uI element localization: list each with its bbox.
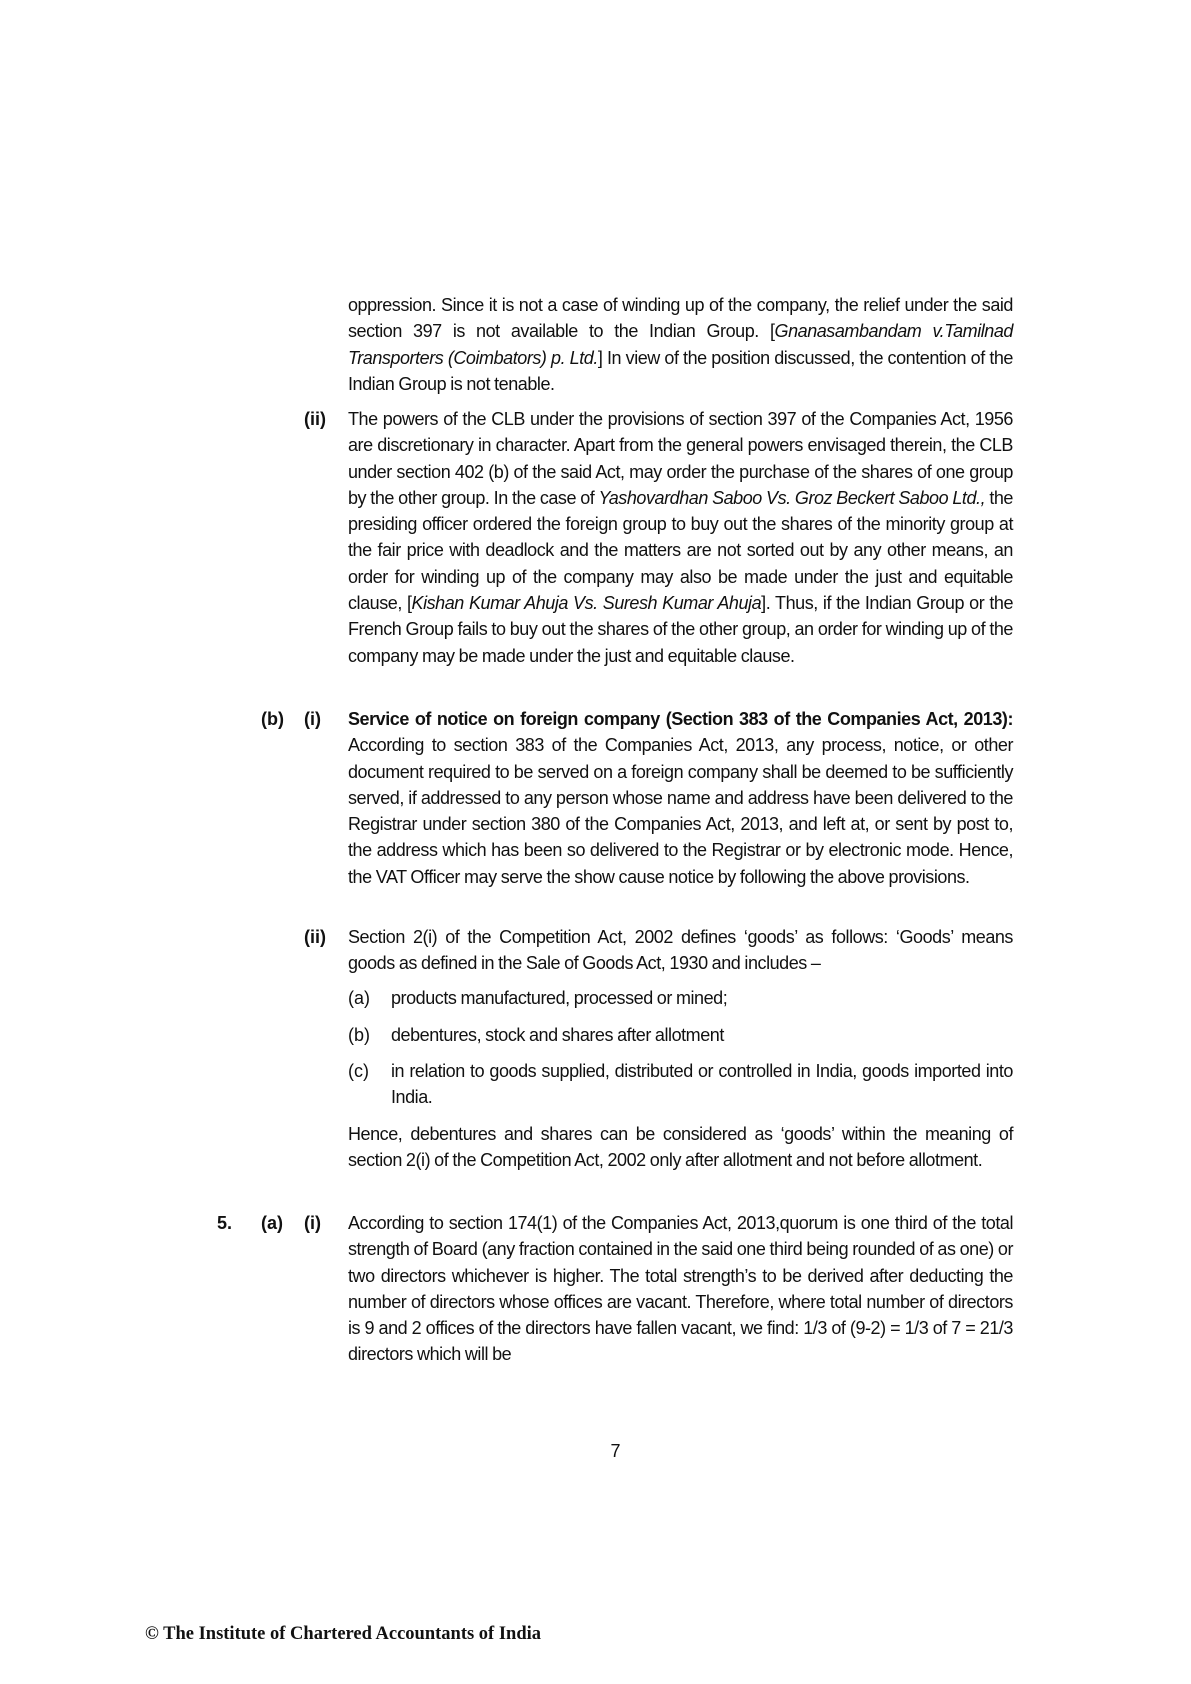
marker-b: (b) [261, 709, 284, 729]
list-item [391, 1058, 1013, 1111]
list-item [391, 985, 1013, 1011]
question-number: 5. [217, 1213, 233, 1233]
marker-b-ii: (ii) [304, 927, 326, 947]
q5-text: According to section 174(1) of the Companies Act, 2013,quorum is one third of the total strength of Board (any fraction contained in the said one third being rounded of as one) or two directors whichever is higher. The total strength’s to be derived after deducting the number of directors whose offices are vacant. Therefore, where total number of directors is 9 and 2 offices of the directors have fallen vacant, we find: 1/3 of (9-2) = 1/3 of 7 = 21/3 directors which will be [348, 1213, 1013, 1365]
a-ii-text-1: The powers of the CLB under the provisions of section 397 of the Companies Act, 1956 are discretionary in character. Apart from the general powers envisaged therein, the CLB under section 402 (b) of the said Act, may order the purchase of the shares of one group by the other group. In the case of [348, 409, 1013, 508]
a-ii-text-3: ]. Thus, if the Indian Group or the French Group fails to buy out the shares of the other group, an order for winding up of the company may be made under the just and equitable clause. [348, 593, 1014, 666]
list-item-text: debentures, stock and shares after allotment [391, 1025, 724, 1045]
marker-a-ii: (ii) [304, 409, 326, 429]
paragraph-a-ii [348, 406, 1013, 669]
case-citation: Kishan Kumar Ahuja Vs. Suresh Kumar Ahuja [411, 593, 762, 614]
list-item-marker: (a) [348, 988, 370, 1008]
list-item-text: in relation to goods supplied, distributed or controlled in India, goods imported into India. [391, 1061, 1013, 1108]
conclusion-text: Hence, debentures and shares can be considered as ‘goods’ within the meaning of section 2(i) of the Competition Act, 2002 only after allotment and not before allotment. [348, 1124, 1013, 1171]
footer-copyright: © The Institute of Chartered Accountants of India [145, 1624, 542, 1644]
b-ii-conclusion [348, 1121, 1013, 1174]
marker-5-a-i: (i) [304, 1213, 321, 1233]
case-citation: Yashovardhan Saboo Vs. Groz Beckert Saboo Ltd., [598, 487, 986, 508]
continuation-text-1: oppression. Since it is not a case of winding up of the company, the relief under the said section 397 is not available to the Indian Group. [ [348, 295, 1013, 342]
section-heading: Service of notice on foreign company (Section 383 of the Companies Act, 2013): [348, 709, 1013, 729]
paragraph-5-a-i [348, 1210, 1013, 1368]
paragraph-b-ii [348, 924, 1013, 977]
list-item [391, 1022, 1013, 1048]
continuation-paragraph [348, 292, 1013, 397]
marker-b-i: (i) [304, 709, 321, 729]
marker-5-a: (a) [261, 1213, 283, 1233]
continuation-text-2: ] In view of the position discussed, the contention of the Indian Group is not tenable. [348, 347, 1013, 394]
list-item-text: products manufactured, processed or mined; [391, 988, 728, 1008]
b-ii-text: Section 2(i) of the Competition Act, 2002 defines ‘goods’ as follows: ‘Goods’ means goods as defined in the Sale of Goods Act, 1930 and includes – [348, 927, 1013, 974]
page-number: 7 [610, 1441, 621, 1461]
b-i-text: According to section 383 of the Companies Act, 2013, any process, notice, or other document required to be served on a foreign company shall be deemed to be sufficiently served, if addressed to any person whose name and address have been delivered to the Registrar under section 380 of the Companies Act, 2013, and left at, or sent by post to, the address which has been so delivered to the Registrar or by electronic mode. Hence, the VAT Officer may serve the show cause notice by following the above provisions. [348, 735, 1013, 887]
paragraph-b-i [348, 706, 1013, 890]
list-item-marker: (c) [348, 1061, 369, 1081]
list-item-marker: (b) [348, 1025, 370, 1045]
case-citation: Gnanasambandam v.Tamilnad Transporters (Coimbators) p. Ltd. [348, 321, 1013, 368]
a-ii-text-2: the presiding officer ordered the foreign group to buy out the shares of the minority group at the fair price with deadlock and the matters are not sorted out by any other means, an order for winding up of the company may also be made under the just and equitable clause, [ [348, 487, 1013, 614]
